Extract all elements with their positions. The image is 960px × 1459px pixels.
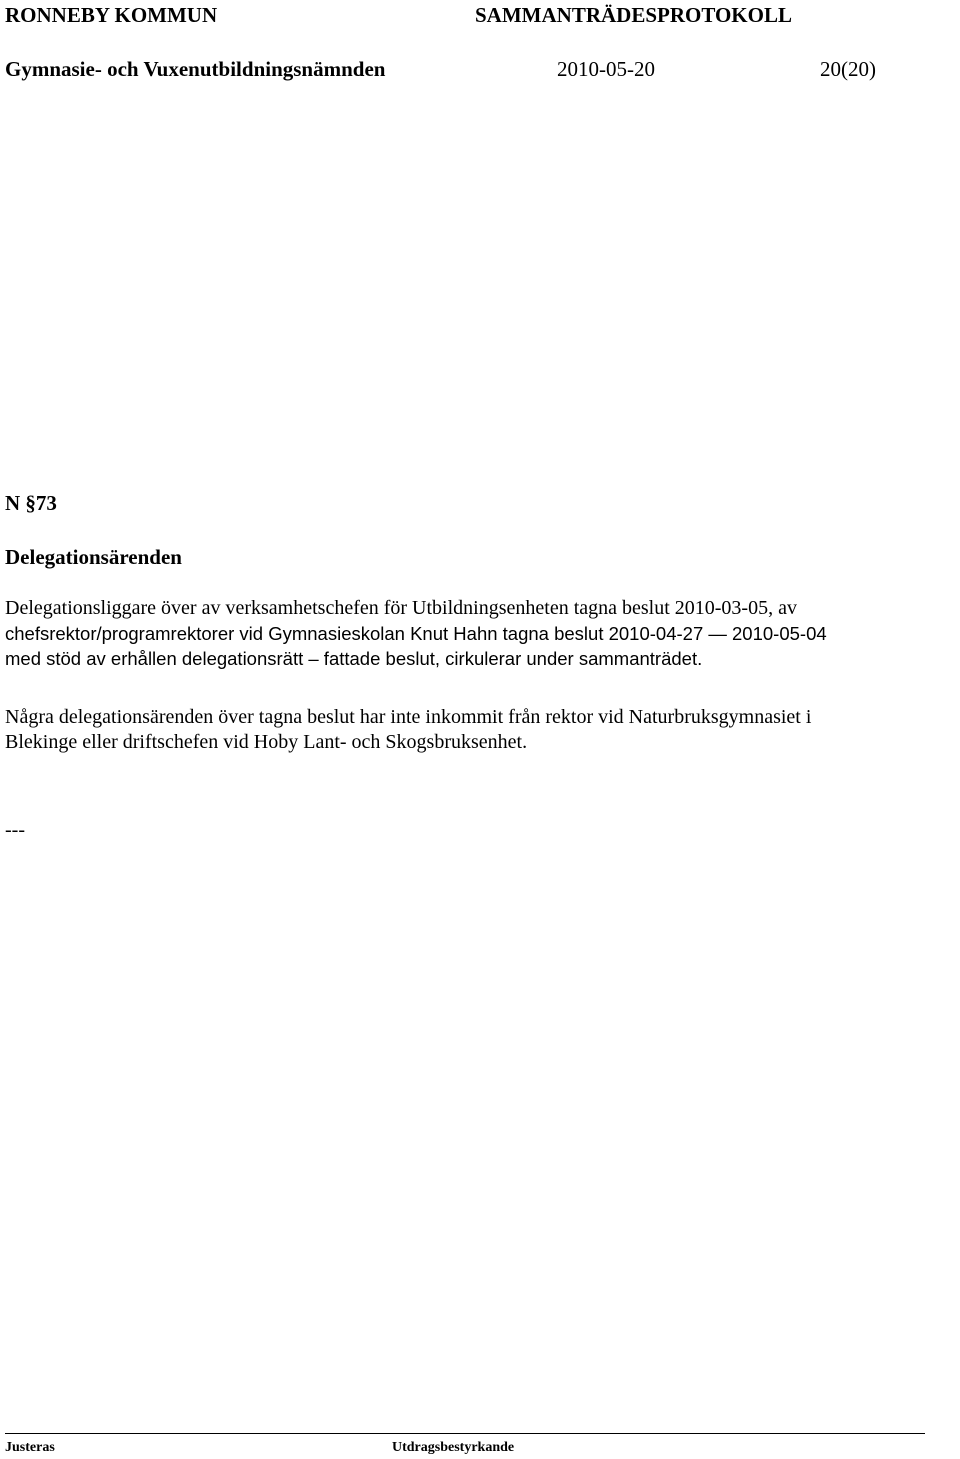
paragraph-line: med stöd av erhållen delegationsrätt – fattade beslut, cirkulerar under sammanträdet. — [5, 648, 703, 669]
paragraph-line: chefsrektor/programrektorer vid Gymnasieskolan Knut Hahn tagna beslut 2010-04-27 — 2010-05-04 — [5, 623, 827, 644]
paragraph-delegation-log — [5, 596, 957, 671]
meeting-date: 2010-05-20 — [557, 57, 655, 81]
organization-name: RONNEBY KOMMUN — [5, 3, 218, 27]
end-marker: --- — [5, 819, 25, 841]
paragraph-line: Några delegationsärenden över tagna beslut har inte inkommit från rektor vid Naturbruksgymnasiet i — [5, 706, 812, 728]
section-title: Delegationsärenden — [5, 545, 182, 569]
page-number: 20(20) — [820, 57, 876, 81]
footer-utdragsbestyrkande: Utdragsbestyrkande — [392, 1440, 515, 1455]
section-number: N §73 — [5, 491, 57, 515]
paragraph-line: Blekinge eller driftschefen vid Hoby Lant- och Skogsbruksenhet. — [5, 731, 528, 753]
document-type: SAMMANTRÄDESPROTOKOLL — [475, 3, 792, 27]
paragraph-missing-reports — [5, 705, 957, 755]
committee-name: Gymnasie- och Vuxenutbildningsnämnden — [5, 57, 386, 81]
footer-divider — [5, 1433, 925, 1434]
footer-justeras: Justeras — [5, 1440, 55, 1455]
paragraph-line: Delegationsliggare över av verksamhetschefen för Utbildningsenheten tagna beslut 2010-03-05, av — [5, 597, 797, 619]
